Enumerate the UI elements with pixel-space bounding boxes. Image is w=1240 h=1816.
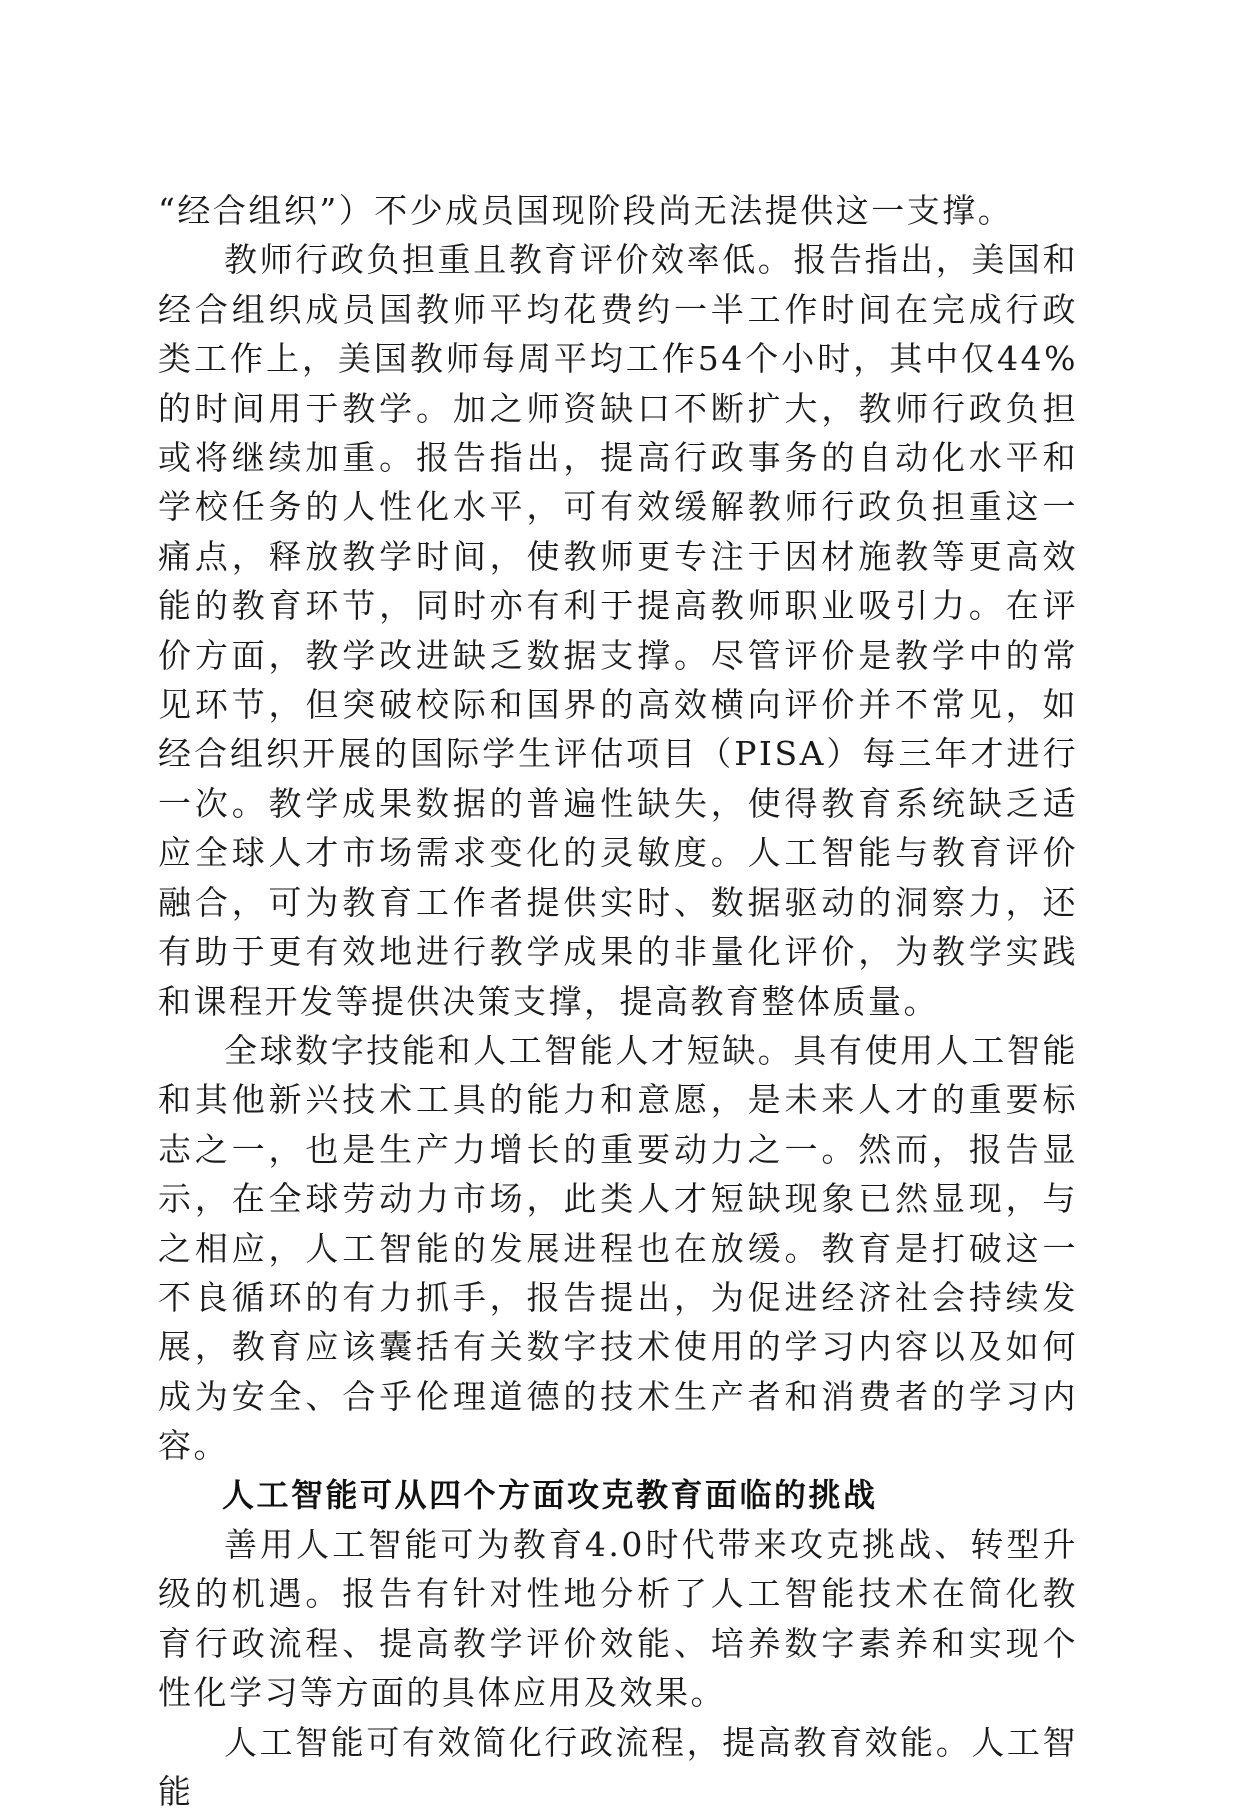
paragraph-talent-shortage: 全球数字技能和人工智能人才短缺。具有使用人工智能和其他新兴技术工具的能力和意愿，是未来人才的重要标志之一，也是生产力增长的重要动力之一。然而，报告显示，在全球劳动力市场，此类人才短缺现象已然显现，与之相应，人工智能的发展进程也在放缓。教育是打破这一不良循环的有力抓手，报告提出，为促进经济社会持续发展，教育应该囊括有关数字技术使用的学习内容以及如何成为安全、合乎伦理道德的技术生产者和消费者的学习内容。 (158, 1030, 1078, 1466)
document-body (158, 186, 1078, 1816)
section-heading: 人工智能可从四个方面攻克教育面临的挑战 (222, 1475, 878, 1514)
paragraph-continuation: “经合组织”）不少成员国现阶段尚无法提供这一支撑。 (158, 191, 1014, 230)
paragraph-teacher-burden: 教师行政负担重且教育评价效率低。报告指出，美国和经合组织成员国教师平均花费约一半工作时间在完成行政类工作上，美国教师每周平均工作54个小时，其中仅44%的时间用于教学。加之师资缺口不断扩大，教师行政负担或将继续加重。报告指出，提高行政事务的自动化水平和学校任务的人性化水平，可有效缓解教师行政负担重这一痛点，释放教学时间，使教师更专注于因材施教等更高效能的教育环节，同时亦有利于提高教师职业吸引力。在评价方面，教学改进缺乏数据支撑。尽管评价是教学中的常见环节，但突破校际和国界的高效横向评价并不常见，如经合组织开展的国际学生评估项目（PISA）每三年才进行一次。教学成果数据的普遍性缺失，使得教育系统缺乏适应全球人才市场需求变化的灵敏度。人工智能与教育评价融合，可为教育工作者提供实时、数据驱动的洞察力，还有助于更有效地进行教学成果的非量化评价，为教学实践和课程开发等提供决策支撑，提高教育整体质量。 (158, 240, 1078, 1021)
paragraph-ai-opportunity: 善用人工智能可为教育4.0时代带来攻克挑战、转型升级的机遇。报告有针对性地分析了人工智能技术在简化教育行政流程、提高教学评价效能、培养数字素养和实现个性化学习等方面的具体应用及效果。 (158, 1524, 1078, 1713)
paragraph-ai-admin: 人工智能可有效简化行政流程，提高教育效能。人工智能 (158, 1722, 1078, 1811)
